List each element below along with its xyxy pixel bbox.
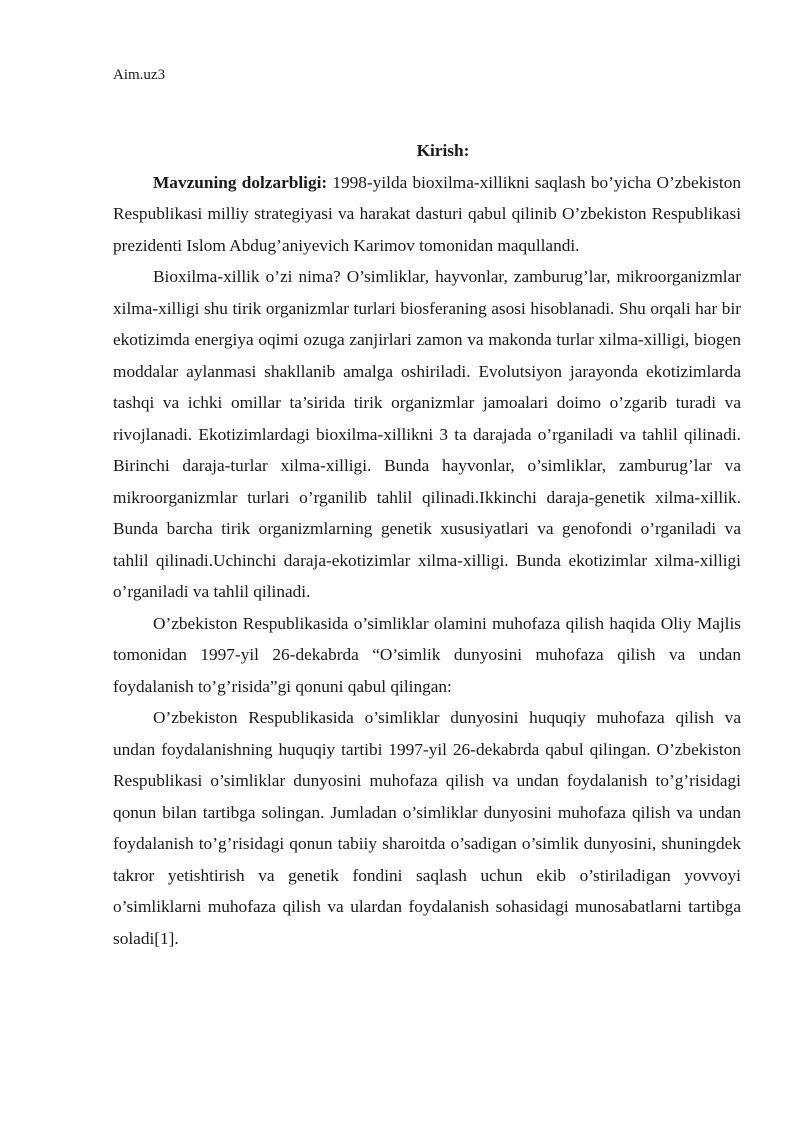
- paragraph-legal-protection: [113, 702, 741, 954]
- page-header: Aim.uz3: [113, 67, 166, 83]
- paragraph-text: O’zbekiston Respublikasida o’simliklar olamini muhofaza qilish haqida Oliy Majlis tomonidan 1997-yil 26-dekabrda “O’simlik dunyosini muhofaza qilish va undan foydalanish to’g’risida”gi qonuni qabul qilingan:: [113, 613, 741, 696]
- paragraph-text: Bioxilma-xillik o’zi nima? O’simliklar, hayvonlar, zamburug’lar, mikroorganizmlar xilma-xilligi shu tirik organizmlar turlari biosferaning asosi hisoblanadi. Shu orqali har bir ekotizimda energiya oqimi ozuga zanjirlari zamon va makonda turlar xilma-xilligi, biogen moddalar aylanmasi shakllanib amalga oshiriladi. Evolutsiyon jarayonda ekotizimlarda tashqi va ichki omillar ta’sirida tirik organizmlar jamoalari doimo o’zgarib turadi va rivojlanadi. Ekotizimlardagi bioxilma-xillikni 3 ta darajada o’rganiladi va tahlil qilinadi. Birinchi daraja-turlar xilma-xilligi. Bunda hayvonlar, o’simliklar, zamburug’lar va mikroorganizmlar turlari o’rganilib tahlil qilinadi.Ikkinchi daraja-genetik xilma-xillik. Bunda barcha tirik organizmlarning genetik xususiyatlari va genofondi o’rganiladi va tahlil qilinadi.Uchinchi daraja-ekotizimlar xilma-xilligi. Bunda ekotizimlar xilma-xilligi o’rganiladi va tahlil qilinadi.: [113, 267, 741, 601]
- paragraph-relevance: [113, 167, 741, 262]
- section-title: Kirish:: [416, 141, 470, 160]
- document-body: [113, 135, 741, 954]
- paragraph-text: 1998-yilda bioxilma-xillikni saqlash bo’yicha O’zbekiston Respublikasi milliy strategiyasi va harakat dasturi qabul qilinib O’zbekiston Respublikasi prezidenti Islom Abdug’aniyevich Karimov tomonidan maqullandi.: [113, 172, 741, 255]
- paragraph-biodiversity: [113, 261, 741, 608]
- paragraph-lead: Mavzuning dolzarbligi:: [153, 172, 328, 192]
- paragraph-law: [113, 608, 741, 703]
- paragraph-text: O’zbekiston Respublikasida o’simliklar dunyosini huquqiy muhofaza qilish va undan foydalanishning huquqiy tartibi 1997-yil 26-dekabrda qabul qilingan. O’zbekiston Respublikasi o’simliklar dunyosini muhofaza qilish va undan foydalanish to’g’risidagi qonun bilan tartibga solingan. Jumladan o’simliklar dunyosini muhofaza qilish va undan foydalanish to’g’risidagi qonun tabiiy sharoitda o’sadigan o’simlik dunyosini, shuningdek takror yetishtirish va genetik fondini saqlash uchun ekib o’stiriladigan yovvoyi o’simliklarni muhofaza qilish va ulardan foydalanish sohasidagi munosabatlarni tartibga soladi[1].: [113, 708, 741, 948]
